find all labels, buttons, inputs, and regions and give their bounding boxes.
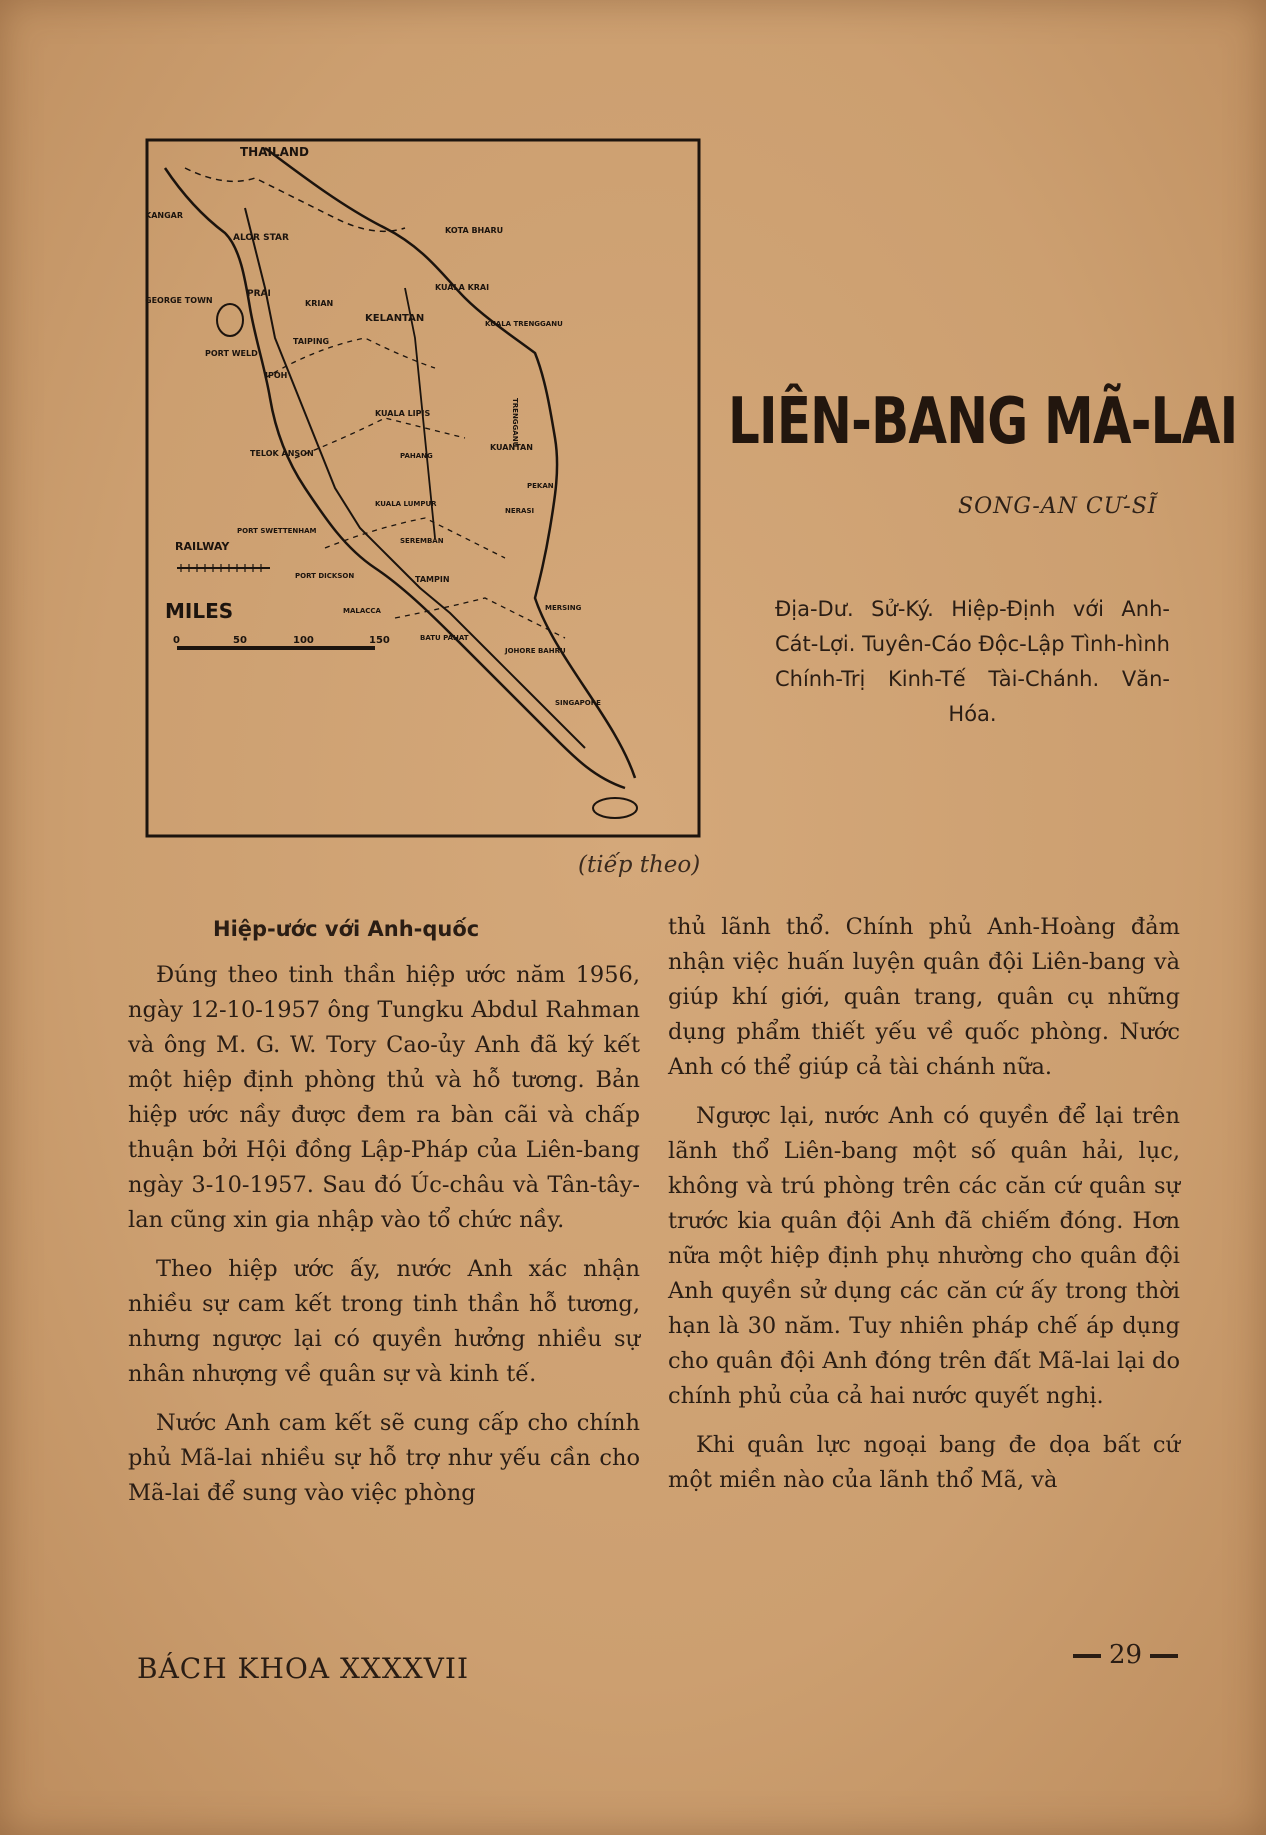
paragraph: Ngược lại, nước Anh có quyền để lại trên lãnh thổ Liên-bang một số quân hải, lục, không và trú phòng trên các căn cứ quân sự trước kia quân đội Anh đã chiếm đóng. Hơn nữa một hiệp định phụ nhường cho quân đội Anh quyền sử dụng các căn cứ ấy trong thời hạn là 30 năm. Tuy nhiên pháp chế áp dụng cho quân đội Anh đóng trên đất Mã-lai lại do chính phủ của cả hai nước quyết nghị. — [668, 1103, 1180, 1409]
map-label: PAHANG — [400, 452, 433, 460]
left-column — [128, 958, 640, 1511]
map-label: GEORGE TOWN — [145, 296, 213, 305]
map-label: NERASI — [505, 507, 535, 515]
paragraph: Nước Anh cam kết sẽ cung cấp cho chính phủ Mã-lai nhiều sự hỗ trợ như yếu cần cho Mã-lai để sung vào việc phòng — [128, 1410, 640, 1506]
map-label: KUALA LUMPUR — [375, 500, 437, 508]
map-label: SEREMBAN — [400, 537, 444, 545]
scale-tick: 100 — [293, 635, 314, 646]
map-label: THAILAND — [240, 145, 309, 159]
map-label: KELANTAN — [365, 313, 425, 324]
map-border — [147, 140, 699, 836]
map-label: KUANTAN — [490, 443, 533, 452]
map-label: PRAI — [247, 289, 271, 299]
article-summary: Địa-Dư. Sử-Ký. Hiệp-Định với Anh-Cát-Lợi. Tuyên-Cáo Độc-Lập Tình-hình Chính-Trị Kinh-Tế Tài-Chánh. Văn-Hóa. — [775, 597, 1170, 726]
map-label: TAIPING — [293, 337, 330, 346]
map-label: PORT SWETTENHAM — [237, 527, 317, 535]
paragraph: thủ lãnh thổ. Chính phủ Anh-Hoàng đảm nhận việc huấn luyện quân đội Liên-bang và giúp khí giới, quân trang, quân cụ những dụng phẩm thiết yếu về quốc phòng. Nước Anh có thể giúp cả tài chánh nữa. — [668, 914, 1180, 1080]
right-column — [668, 910, 1180, 1498]
east-coastline — [265, 148, 635, 778]
scale-tick: 0 — [173, 635, 180, 646]
map-label: ALOR STAR — [233, 233, 289, 243]
map-label: PEKAN — [527, 482, 554, 490]
scale-tick: 50 — [233, 635, 247, 646]
continued-note: (tiếp theo) — [578, 852, 701, 878]
map-label: MILES — [165, 599, 234, 623]
map-label: PORT DICKSON — [295, 572, 355, 580]
singapore-island — [593, 798, 637, 818]
publication-name: BÁCH KHOA XXXXVII — [137, 1652, 470, 1685]
page-number: 29 — [1109, 1640, 1143, 1670]
article-title: LIÊN-BANG MÃ-LAI — [728, 385, 1238, 459]
map-label: TAMPIN — [415, 575, 450, 584]
map-label: KUALA KRAI — [435, 283, 490, 292]
paragraph: Đúng theo tinh thần hiệp ước năm 1956, ngày 12-10-1957 ông Tungku Abdul Rahman và ông M. G. W. Tory Cao-ủy Anh đã ký kết một hiệp định phòng thủ và hỗ tương. Bản hiệp ước nầy được đem ra bàn cãi và chấp thuận bởi Hội đồng Lập-Pháp của Liên-bang ngày 3-10-1957. Sau đó Úc-châu và Tân-tây-lan cũng xin gia nhập vào tổ chức nầy. — [128, 962, 640, 1233]
map-label: KUALA LIPIS — [375, 409, 431, 418]
section-heading: Hiệp-ước với Anh-quốc — [213, 917, 480, 941]
article-author: SONG-AN CƯ-SĨ — [958, 494, 1158, 519]
map-label: JOHORE BAHRU — [505, 647, 566, 655]
scale-tick: 150 — [369, 635, 390, 646]
map-label: MERSING — [545, 604, 582, 612]
railway-line — [245, 208, 585, 748]
malaya-map — [145, 138, 701, 838]
map-label: PORT WELD — [205, 349, 258, 358]
map-label: KANGAR — [145, 211, 184, 220]
paragraph: Khi quân lực ngoại bang đe dọa bất cứ một miền nào của lãnh thổ Mã, và — [668, 1432, 1180, 1493]
map-label: KOTA BHARU — [445, 226, 504, 235]
map-label: KUALA TRENGGANU — [485, 320, 563, 328]
map-label: KRIAN — [305, 299, 334, 308]
state-borders — [265, 338, 565, 638]
page-number-block — [1065, 1640, 1186, 1670]
map-label: MALACCA — [343, 607, 381, 615]
dash-left — [1073, 1654, 1101, 1658]
map-label: SINGAPORE — [555, 699, 601, 707]
map-label: IPOH — [265, 371, 288, 380]
penang-island — [217, 304, 243, 336]
dash-right — [1150, 1654, 1178, 1658]
map-label: RAILWAY — [175, 540, 230, 553]
paragraph: Theo hiệp ước ấy, nước Anh xác nhận nhiều sự cam kết trong tinh thần hỗ tương, nhưng ngược lại có quyền hưởng nhiều sự nhân nhượng về quân sự và kinh tế. — [128, 1256, 640, 1387]
map-label: BATU PAHAT — [420, 634, 469, 642]
map-label: TELOK ANSON — [250, 449, 314, 458]
map-label: TRENGGANU — [511, 398, 519, 448]
